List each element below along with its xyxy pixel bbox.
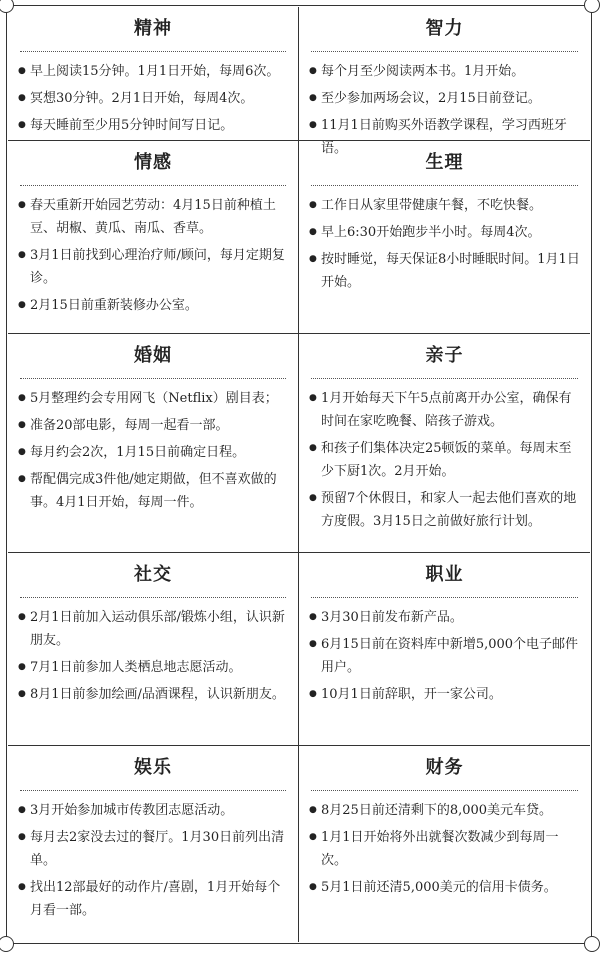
dotted-separator (20, 51, 286, 52)
section-title: 情感 (134, 152, 172, 173)
goal-list (16, 606, 290, 706)
goal-item: ● 准备20部电影，每周一起看一部。 (18, 414, 290, 437)
section-cell (299, 7, 590, 156)
goal-item: ● 每月约会2次，1月15日前确定日程。 (18, 441, 290, 464)
goal-item: ● 每天睡前至少用5分钟时间写日记。 (18, 114, 290, 137)
section-title: 职业 (425, 564, 464, 585)
goal-item: ● 7月1日前参加人类栖息地志愿活动。 (18, 656, 290, 679)
goal-item: ● 8月25日前还清剩下的8,000美元车贷。 (309, 799, 582, 822)
goal-list (16, 387, 290, 514)
goal-item: ● 早上6:30开始跑步半小时。每周4次。 (309, 221, 582, 244)
section-cell (8, 7, 299, 141)
goal-item: ● 5月1日前还清5,000美元的信用卡债务。 (309, 876, 582, 899)
goal-item: ● 早上阅读15分钟。1月1日开始，每周6次。 (18, 60, 290, 83)
dotted-separator (311, 378, 578, 379)
goal-item: ● 2月1日前加入运动俱乐部/锻炼小组，认识新朋友。 (18, 606, 290, 652)
goal-list (16, 194, 290, 317)
section-title: 生理 (425, 152, 464, 173)
goal-item: ● 11月1日前购买外语教学课程，学习西班牙语。 (309, 114, 582, 160)
goal-item: ● 8月1日前参加绘画/品酒课程，认识新朋友。 (18, 683, 290, 706)
section-cell (299, 141, 590, 334)
section-cell (8, 746, 299, 942)
section-cell (8, 334, 299, 553)
goal-list (307, 387, 582, 533)
goal-list (307, 799, 582, 899)
goal-item: ● 5月整理约会专用网飞（Netflix）剧目表； (18, 387, 290, 410)
dotted-separator (20, 790, 286, 791)
section-title: 亲子 (425, 345, 464, 366)
section-cell (8, 553, 299, 746)
section-cell (299, 746, 590, 942)
dotted-separator (311, 51, 578, 52)
goal-list (307, 194, 582, 294)
goal-item: ● 预留7个休假日，和家人一起去他们喜欢的地方度假。3月15日之前做好旅行计划。 (309, 487, 582, 533)
goal-item: ● 3月开始参加城市传教团志愿活动。 (18, 799, 290, 822)
goal-item: ● 冥想30分钟。2月1日开始，每周4次。 (18, 87, 290, 110)
dotted-separator (311, 185, 578, 186)
goal-list (16, 60, 290, 137)
goal-item: ● 帮配偶完成3件他/她定期做，但不喜欢做的事。4月1日开始，每周一件。 (18, 468, 290, 514)
goal-item: ● 和孩子们集体决定25顿饭的菜单。每周末至少下厨1次。2月开始。 (309, 437, 582, 483)
goal-item: ● 按时睡觉，每天保证8小时睡眠时间。1月1日开始。 (309, 248, 582, 294)
goal-item: ● 3月30日前发布新产品。 (309, 606, 582, 629)
section-title: 智力 (425, 18, 464, 39)
goal-item: ● 找出12部最好的动作片/喜剧，1月开始每个月看一部。 (18, 876, 290, 922)
goal-item: ● 每个月至少阅读两本书。1月开始。 (309, 60, 582, 83)
goal-item: ● 2月15日前重新装修办公室。 (18, 294, 290, 317)
section-cell (8, 141, 299, 334)
section-title: 精神 (134, 18, 172, 39)
goal-list (16, 799, 290, 922)
goal-list (307, 606, 582, 706)
goals-grid (8, 7, 590, 942)
dotted-separator (20, 378, 286, 379)
section-title: 社交 (134, 564, 172, 585)
goal-item: ● 至少参加两场会议，2月15日前登记。 (309, 87, 582, 110)
section-cell (299, 553, 590, 746)
goal-item: ● 1月开始每天下午5点前离开办公室，确保有时间在家吃晚餐、陪孩子游戏。 (309, 387, 582, 433)
dotted-separator (311, 790, 578, 791)
goal-item: ● 工作日从家里带健康午餐，不吃快餐。 (309, 194, 582, 217)
dotted-separator (20, 597, 286, 598)
section-cell (299, 334, 590, 553)
dotted-separator (20, 185, 286, 186)
dotted-separator (311, 597, 578, 598)
section-title: 娱乐 (134, 757, 172, 778)
goal-item: ● 3月1日前找到心理治疗师/顾问，每月定期复诊。 (18, 244, 290, 290)
goal-item: ● 10月1日前辞职，开一家公司。 (309, 683, 582, 706)
goal-item: ● 1月1日开始将外出就餐次数减少到每周一次。 (309, 826, 582, 872)
goal-item: ● 6月15日前在资料库中新增5,000个电子邮件用户。 (309, 633, 582, 679)
section-title: 财务 (425, 757, 464, 778)
goal-item: ● 春天重新开始园艺劳动：4月15日前种植土豆、胡椒、黄瓜、南瓜、香草。 (18, 194, 290, 240)
section-title: 婚姻 (134, 345, 172, 366)
goal-item: ● 每月去2家没去过的餐厅。1月30日前列出清单。 (18, 826, 290, 872)
